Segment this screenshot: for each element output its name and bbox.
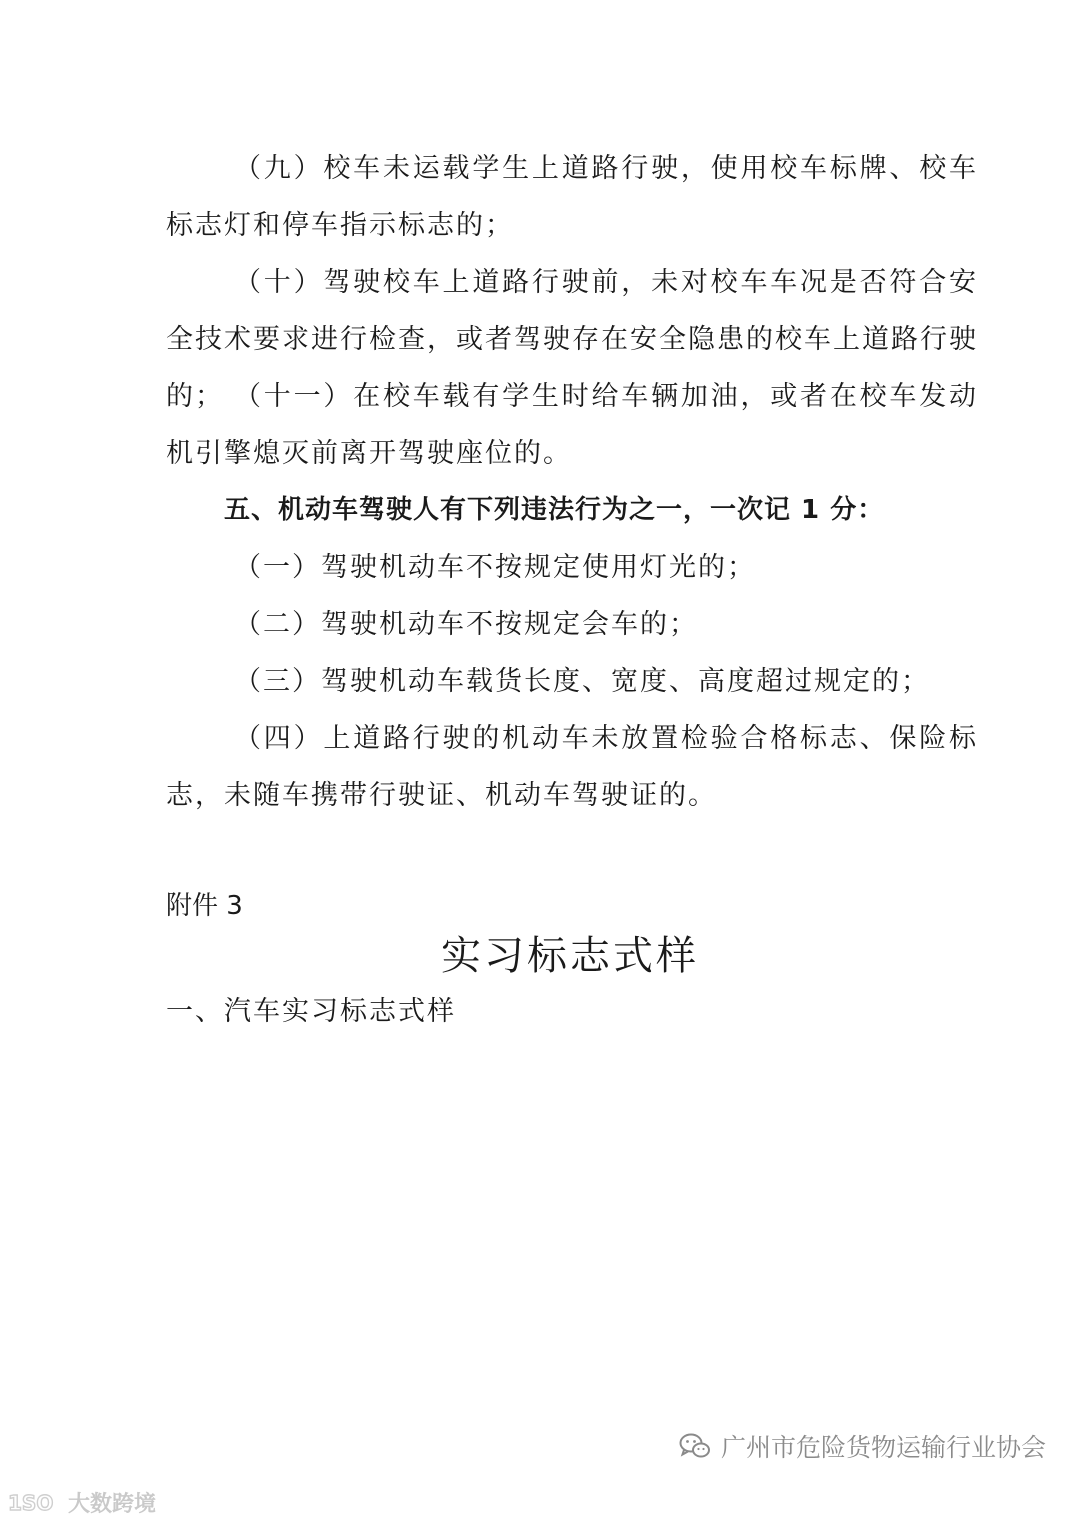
section-five-item-1: （一）驾驶机动车不按规定使用灯光的； (234, 552, 756, 583)
watermark-source (679, 1428, 1046, 1464)
section-five-item-4: （四）上道路行驶的机动车未放置检验合格标志、保险标志，未随车携带行驶证、机动车驾驶证的。 (166, 723, 978, 811)
brand-logo-mark: 1SO (8, 1490, 54, 1515)
doc-title: 实习标志式样 (441, 933, 699, 979)
attachment-label: 附件 3 (166, 891, 243, 921)
section-five-item-3: （三）驾驶机动车载货长度、宽度、高度超过规定的； (234, 666, 930, 697)
watermark-source-text: 广州市危险货物运输行业协会 (720, 1433, 1046, 1462)
section-five-item-2: （二）驾驶机动车不按规定会车的； (234, 609, 698, 640)
watermark-brand (8, 1487, 156, 1518)
section-one-label: 一、汽车实习标志式样 (166, 996, 456, 1027)
brand-logo-icon (8, 1490, 62, 1516)
paragraph-item-9: （九）校车未运载学生上道路行驶，使用校车标牌、校车标志灯和停车指示标志的； (166, 153, 978, 241)
paragraph-item-11: （十一）在校车载有学生时给车辆加油，或者在校车发动机引擎熄灭前离开驾驶座位的。 (166, 381, 978, 469)
wechat-icon (679, 1432, 711, 1460)
watermark-brand-text: 大数跨境 (68, 1492, 157, 1517)
paragraph-item-10: （十）驾驶校车上道路行驶前，未对校车车况是否符合安全技术要求进行检查，或者驾驶存在安全隐患的校车上道路行驶的； (166, 267, 978, 412)
section-five-heading: 五、机动车驾驶人有下列违法行为之一，一次记 1 分： (224, 495, 885, 525)
